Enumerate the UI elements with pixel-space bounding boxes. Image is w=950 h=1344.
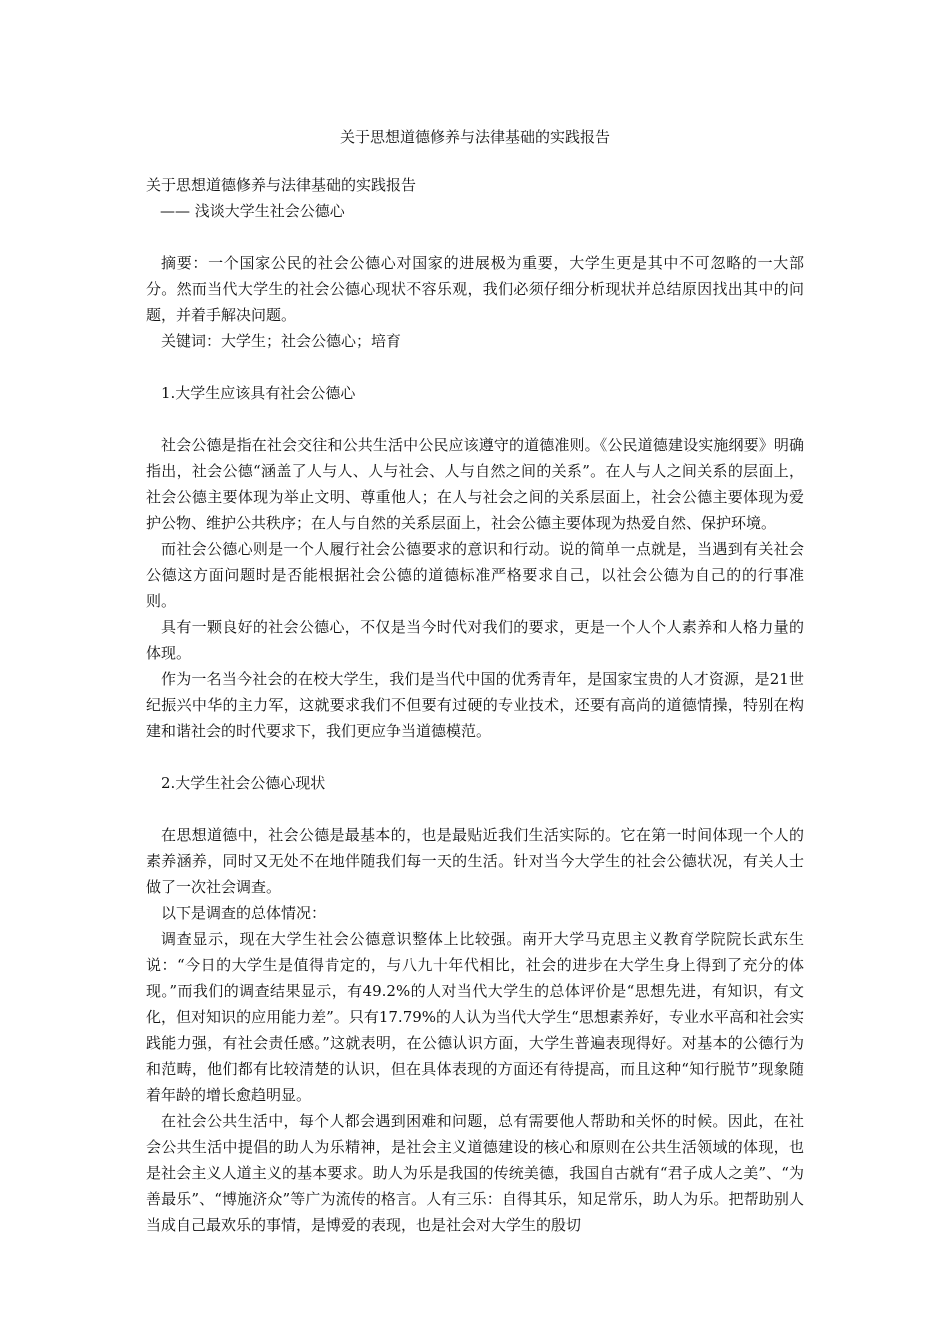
- section-1-paragraph: 具有一颗良好的社会公德心，不仅是当今时代对我们的要求，更是一个人个人素养和人格力量的体现。: [146, 618, 804, 662]
- section-1-paragraph: 作为一名当今社会的在校大学生，我们是当代中国的优秀青年，是国家宝贵的人才资源，是21世纪振兴中华的主力军，这就要求我们不但要有过硬的专业技术，还要有高尚的道德情操，特别在构建和谐社会的时代要求下，我们更应争当道德模范。: [146, 670, 804, 740]
- keywords-paragraph: 关键词：大学生；社会公德心；培育: [161, 332, 402, 350]
- section-2-paragraph: 在社会公共生活中，每个人都会遇到困难和问题，总有需要他人帮助和关怀的时候。因此，在社会公共生活中提倡的助人为乐精神，是社会主义道德建设的核心和原则在公共生活领域的体现，也是社会主义人道主义的基本要求。助人为乐是我国的传统美德，我国自古就有“君子成人之美”、“为善最乐”、“博施济众”等广为流传的格言。人有三乐：自得其乐，知足常乐，助人为乐。把帮助别人当成自己最欢乐的事情，是博爱的表现，也是社会对大学生的殷切: [146, 1112, 804, 1234]
- section-2-paragraph: 以下是调查的总体情况：: [161, 904, 327, 922]
- document-page: [146, 124, 804, 1238]
- section-1-paragraph: 社会公德是指在社会交往和公共生活中公民应该遵守的道德准则。《公民道德建设实施纲要》明确指出，社会公德“涵盖了人与人、人与社会、人与自然之间的关系”。在人与人之间关系的层面上，社会公德主要体现为举止文明、尊重他人；在人与社会之间的关系层面上，社会公德主要体现为爱护公物、维护公共秩序；在人与自然的关系层面上，社会公德主要体现为热爱自然、保护环境。: [146, 436, 804, 532]
- document-title: 关于思想道德修养与法律基础的实践报告: [339, 128, 610, 146]
- section-2-heading: 2.大学生社会公德心现状: [161, 774, 326, 792]
- report-heading: 关于思想道德修养与法律基础的实践报告: [146, 176, 417, 194]
- abstract-paragraph: 摘要：一个国家公民的社会公德心对国家的进展极为重要，大学生更是其中不可忽略的一大部分。然而当代大学生的社会公德心现状不容乐观，我们必须仔细分析现状并总结原因找出其中的问题，并着手解决问题。: [146, 254, 804, 324]
- section-1-heading: 1.大学生应该具有社会公德心: [161, 384, 356, 402]
- section-2-paragraph: 在思想道德中，社会公德是最基本的，也是最贴近我们生活实际的。它在第一时间体现一个人的素养涵养，同时又无处不在地伴随我们每一天的生活。针对当今大学生的社会公德状况，有关人士做了一次社会调查。: [146, 826, 804, 896]
- section-2-paragraph: 调查显示，现在大学生社会公德意识整体上比较强。南开大学马克思主义教育学院院长武东生说：“今日的大学生是值得肯定的，与八九十年代相比，社会的进步在大学生身上得到了充分的体现。”而我们的调查结果显示，有49.2%的人对当代大学生的总体评价是“思想先进，有知识，有文化，但对知识的应用能力差”。只有17.79%的人认为当代大学生“思想素养好，专业水平高和社会实践能力强，有社会责任感。”这就表明，在公德认识方面，大学生普遍表现得好。对基本的公德行为和范畴，他们都有比较清楚的认识，但在具体表现的方面还有待提高，而且这种“知行脱节”现象随着年龄的增长愈趋明显。: [146, 930, 804, 1104]
- section-1-paragraph: 而社会公德心则是一个人履行社会公德要求的意识和行动。说的简单一点就是，当遇到有关社会公德这方面问题时是否能根据社会公德的道德标准严格要求自己，以社会公德为自己的的行事准则。: [146, 540, 804, 610]
- report-subtitle: —— 浅谈大学生社会公德心: [160, 202, 345, 220]
